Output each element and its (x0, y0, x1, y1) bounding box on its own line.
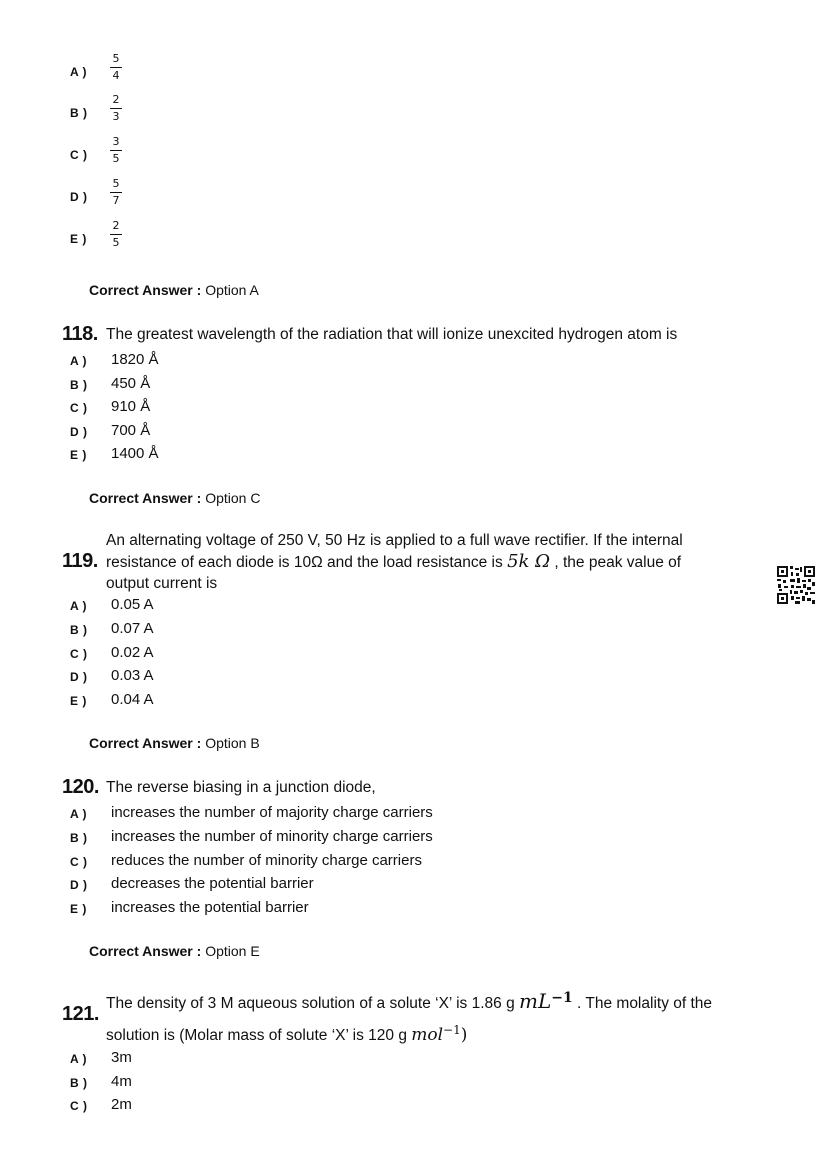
q117-option-d-fraction[interactable]: 5 7 (110, 177, 122, 207)
q120-option-e[interactable]: increases the potential barrier (111, 899, 309, 916)
q117-option-a-fraction[interactable]: 5 4 (110, 52, 122, 82)
q121-option-b-label: B ) (70, 1076, 88, 1090)
q118-number: 118. (62, 323, 98, 345)
q118-option-c-label: C ) (70, 401, 88, 415)
q117-option-b-fraction[interactable]: 2 3 (110, 93, 122, 123)
q118-option-d-label: D ) (70, 425, 88, 439)
q120-option-c[interactable]: reduces the number of minority charge carriers (111, 852, 422, 869)
q120-option-b-label: B ) (70, 831, 88, 845)
q118-correct-answer: Correct Answer : Option C (89, 490, 261, 506)
q118-option-a-label: A ) (70, 354, 88, 368)
q118-option-b[interactable]: 450 Å (111, 375, 151, 392)
q118-question-text: The greatest wavelength of the radiation that will ionize unexcited hydrogen atom is (106, 326, 678, 343)
q119-question-text: An alternating voltage of 250 V, 50 Hz is applied to a full wave rectifier. If the internal resistance of each diode is 10Ω and the load resistance is 5k Ω , the peak value of output current is (106, 532, 683, 592)
q117-option-e-label: E ) (70, 232, 87, 246)
q118-option-e[interactable]: 1400 Å (111, 445, 159, 462)
q120-option-c-label: C ) (70, 855, 88, 869)
q120-option-d-label: D ) (70, 878, 88, 892)
q119-option-d[interactable]: 0.03 A (111, 667, 154, 684)
omega-symbol: Ω (311, 554, 323, 571)
qr-code-icon (776, 565, 816, 605)
q119-number: 119. (62, 550, 98, 572)
q117-option-b-label: B ) (70, 106, 88, 120)
q121-option-b[interactable]: 4m (111, 1073, 132, 1090)
q120-option-a-label: A ) (70, 807, 88, 821)
q118-option-b-label: B ) (70, 378, 88, 392)
q121-option-a[interactable]: 3m (111, 1049, 132, 1066)
q118-option-d[interactable]: 700 Å (111, 422, 151, 439)
q120-number: 120. (62, 776, 99, 798)
q120-question-text: The reverse biasing in a junction diode, (106, 779, 376, 796)
q119-option-d-label: D ) (70, 670, 88, 684)
q119-correct-answer: Correct Answer : Option B (89, 735, 260, 751)
q121-option-c[interactable]: 2m (111, 1096, 132, 1113)
q119-option-b-label: B ) (70, 623, 88, 637)
q121-number: 121. (62, 1003, 99, 1025)
q120-option-b[interactable]: increases the number of minority charge carriers (111, 828, 433, 845)
q117-option-a-label: A ) (70, 65, 88, 79)
q117-option-e-fraction[interactable]: 2 5 (110, 219, 122, 249)
unit-mol: mol (411, 1025, 444, 1046)
q121-question-text: The density of 3 M aqueous solution of a solute ‘X’ is 1.86 g $mL^{-1}$ . The molality of the solution is (Molar mass of solute ‘X’ is 120 g mol$^{-1}$) (106, 989, 713, 1046)
q119-option-e-label: E ) (70, 694, 87, 708)
q117-option-c-fraction[interactable]: 3 5 (110, 135, 122, 165)
unit-ml: mL (519, 989, 552, 1014)
load-resistance: 5k Ω (507, 551, 551, 572)
q119-option-c-label: C ) (70, 647, 88, 661)
q119-option-e[interactable]: 0.04 A (111, 691, 154, 708)
q119-option-a[interactable]: 0.05 A (111, 596, 154, 613)
q118-option-a[interactable]: 1820 Å (111, 351, 159, 368)
q120-option-a[interactable]: increases the number of majority charge carriers (111, 804, 433, 821)
q121-option-a-label: A ) (70, 1052, 88, 1066)
q118-option-c[interactable]: 910 Å (111, 398, 151, 415)
q117-option-d-label: D ) (70, 190, 88, 204)
q120-option-d[interactable]: decreases the potential barrier (111, 875, 314, 892)
q119-option-b[interactable]: 0.07 A (111, 620, 154, 637)
q120-option-e-label: E ) (70, 902, 87, 916)
q119-option-a-label: A ) (70, 599, 88, 613)
q118-option-e-label: E ) (70, 448, 87, 462)
q121-option-c-label: C ) (70, 1099, 88, 1113)
q119-option-c[interactable]: 0.02 A (111, 644, 154, 661)
q120-correct-answer: Correct Answer : Option E (89, 943, 260, 959)
q117-correct-answer: Correct Answer : Option A (89, 282, 259, 298)
q117-option-c-label: C ) (70, 148, 88, 162)
